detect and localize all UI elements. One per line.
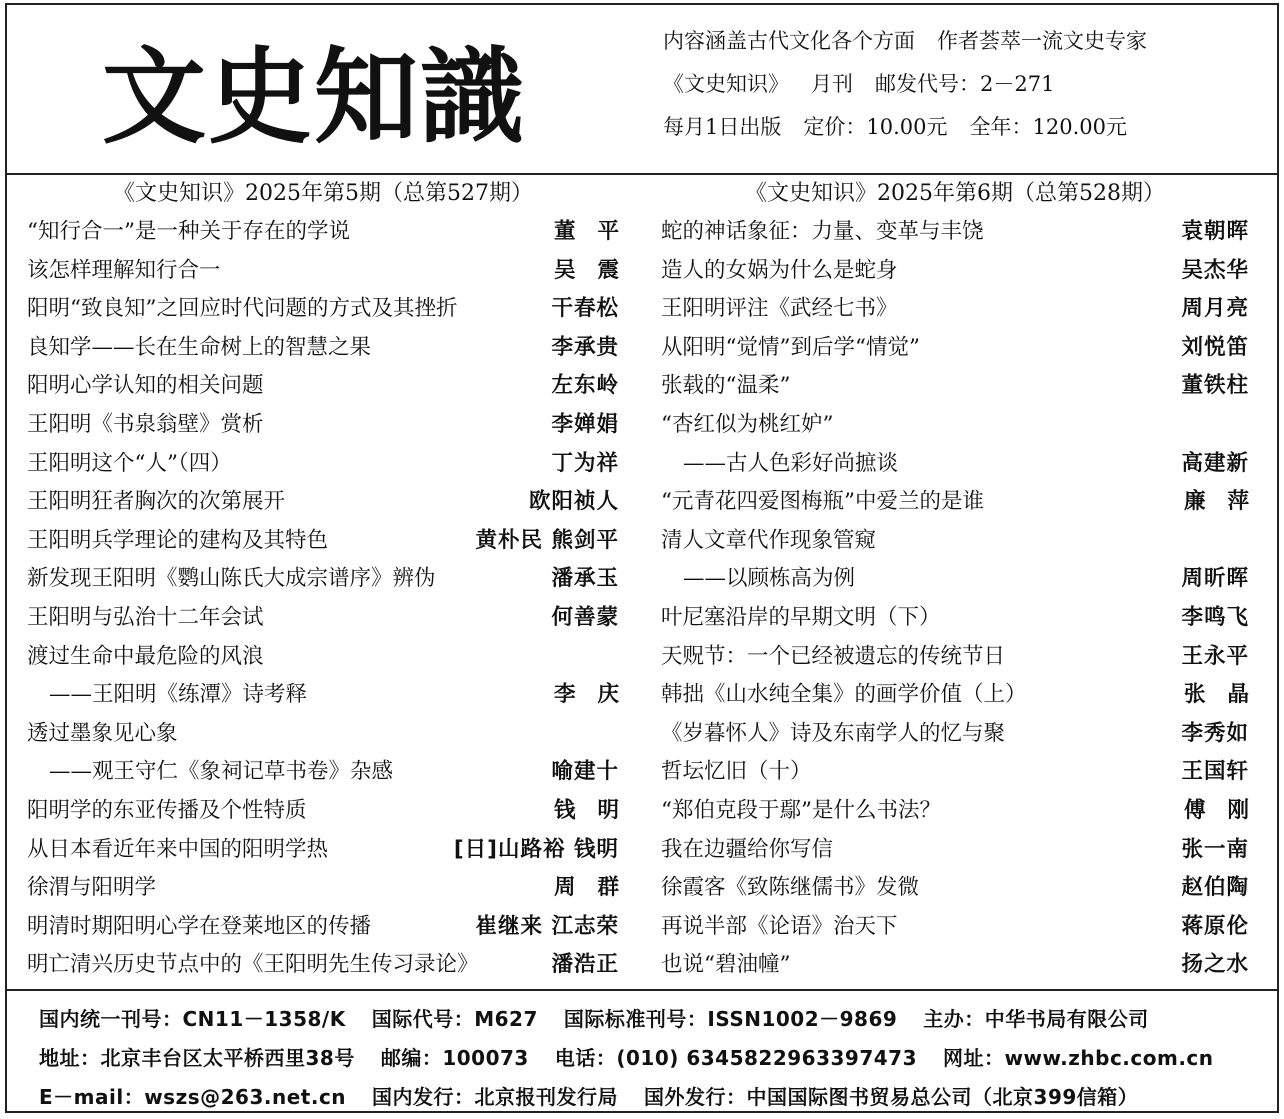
article-row <box>27 329 619 368</box>
article-author: [日]山路裕 钱明 <box>453 836 619 862</box>
article-author: 黄朴民 熊剑平 <box>475 527 619 553</box>
article-author: 潘承玉 <box>551 566 619 592</box>
article-row <box>661 329 1249 368</box>
footer-text: 地址：北京丰台区太平桥西里38号 <box>39 1046 355 1070</box>
footer-text: 国际标准刊号：ISSN1002－9869 <box>563 1007 898 1031</box>
article-author: 王永平 <box>1181 643 1249 669</box>
article-author: 欧阳祯人 <box>528 489 619 515</box>
article-author: 李秀如 <box>1181 720 1249 746</box>
article-row <box>27 831 619 870</box>
article-author: 周昕晖 <box>1181 566 1249 592</box>
article-author: 张一南 <box>1181 836 1249 862</box>
svg-text:文史知識: 文史知識 <box>102 35 522 158</box>
article-author: 高建新 <box>1181 450 1249 476</box>
article-title: 该怎样理解知行合一 <box>27 257 221 283</box>
article-title: 阳明心学认知的相关问题 <box>27 373 264 399</box>
article-author: 钱明 <box>553 797 641 823</box>
article-row <box>661 445 1249 484</box>
info-text: 《文史知识》 <box>663 72 789 96</box>
masthead <box>7 5 1277 175</box>
article-title: 王阳明与弘治十二年会试 <box>27 604 264 630</box>
article-title: 王阳明这个“人”（四） <box>27 450 232 476</box>
article-row <box>27 252 641 291</box>
article-author: 何善蒙 <box>551 604 619 630</box>
article-row <box>27 367 619 406</box>
info-text: 全年：120.00元 <box>969 115 1127 139</box>
article-author: 张晶 <box>1183 682 1271 708</box>
article-title: 再说半部《论语》治天下 <box>661 913 898 939</box>
article-row <box>661 908 1249 947</box>
article-author: 王国轩 <box>1181 759 1249 785</box>
article-row <box>27 483 619 522</box>
article-author: 吴杰华 <box>1181 257 1249 283</box>
article-title: 造人的女娲为什么是蛇身 <box>661 257 898 283</box>
article-row <box>27 946 619 985</box>
issue-6-column <box>661 175 1271 985</box>
footer-text: 国内统一刊号：CN11－1358/K <box>39 1007 346 1031</box>
article-row <box>661 715 1249 754</box>
article-title: 王阳明评注《武经七书》 <box>661 296 898 322</box>
article-author: 廉萍 <box>1183 489 1271 515</box>
calligraphy-logo-icon <box>102 25 522 165</box>
footer-line-3 <box>39 1081 1138 1110</box>
article-row <box>661 676 1271 715</box>
info-line-2 <box>663 72 1147 97</box>
article-title: ——古人色彩好尚摭谈 <box>683 450 899 476</box>
info-text: 月刊 <box>811 72 853 96</box>
issue-6-heading: 《文史知识》2025年第6期（总第528期） <box>745 181 1165 206</box>
article-title: ——观王守仁《象祠记草书卷》杂感 <box>49 759 394 785</box>
article-title: 明亡清兴历史节点中的《王阳明先生传习录论》 <box>27 952 479 978</box>
issue-5-heading: 《文史知识》2025年第5期（总第527期） <box>113 181 533 206</box>
article-title: 渡过生命中最危险的风浪 <box>27 643 264 669</box>
article-row <box>661 599 1249 638</box>
table-of-contents <box>7 175 1277 991</box>
article-title: 清人文章代作现象管窥 <box>661 527 877 553</box>
article-title: 透过墨象见心象 <box>27 720 178 746</box>
info-text: 邮发代号：2－271 <box>875 72 1055 96</box>
article-title: 新发现王阳明《鹦山陈氏大成宗谱序》辨伪 <box>27 566 436 592</box>
info-text: 每月1日出版 <box>663 115 782 139</box>
article-title: 叶尼塞沿岸的早期文明（下） <box>661 604 941 630</box>
article-row <box>661 753 1249 792</box>
article-row <box>27 290 619 329</box>
article-title: “知行合一”是一种关于存在的学说 <box>27 219 350 244</box>
article-author: 周月亮 <box>1181 296 1249 322</box>
article-row <box>661 946 1249 985</box>
article-author: 董平 <box>553 219 641 244</box>
article-author: 崔继来 江志荣 <box>475 913 619 939</box>
article-row <box>27 638 619 677</box>
info-line-3 <box>663 115 1147 140</box>
magazine-logo <box>102 25 522 165</box>
article-title: 我在边疆给你写信 <box>661 836 834 862</box>
article-title: 韩拙《山水纯全集》的画学价值（上） <box>661 682 1027 708</box>
article-row <box>27 445 619 484</box>
info-text: 内容涵盖古代文化各个方面 <box>663 29 915 53</box>
article-author: 李承贵 <box>551 334 619 360</box>
article-author: 李鸣飞 <box>1181 604 1249 630</box>
article-title: 从阳明“觉情”到后学“情觉” <box>661 334 920 360</box>
article-author: 刘悦笛 <box>1181 334 1249 360</box>
article-row <box>661 869 1249 908</box>
footer-text: 国内发行：北京报刊发行局 <box>372 1085 619 1109</box>
article-row <box>661 638 1249 677</box>
article-row <box>27 792 641 831</box>
catalog-page <box>5 3 1279 1113</box>
article-row <box>27 676 641 715</box>
article-author: 董铁柱 <box>1181 373 1249 399</box>
article-row <box>27 406 619 445</box>
article-title: ——以顾栋高为例 <box>683 566 856 592</box>
article-author: 干春松 <box>551 296 619 322</box>
article-author: 李庆 <box>553 682 641 708</box>
article-row <box>661 560 1249 599</box>
article-row <box>27 869 641 908</box>
article-title: 王阳明狂者胸次的次第展开 <box>27 489 286 515</box>
article-author: 左东岭 <box>551 373 619 399</box>
article-title: 明清时期阳明心学在登莱地区的传播 <box>27 913 372 939</box>
footer-text: 国际代号：M627 <box>371 1007 538 1031</box>
footer-text: E－mail：wszs@263.net.cn <box>39 1085 347 1109</box>
article-title: 从日本看近年来中国的阳明学热 <box>27 836 329 862</box>
article-row <box>661 213 1249 252</box>
footer-text: 国外发行：中国国际图书贸易总公司（北京399信箱） <box>644 1085 1139 1109</box>
footer-text: 主办：中华书局有限公司 <box>923 1007 1149 1031</box>
article-title: 《岁暮怀人》诗及东南学人的忆与聚 <box>661 720 1006 746</box>
article-row <box>661 792 1271 831</box>
article-author: 周群 <box>553 875 641 901</box>
article-author: 潘浩正 <box>551 952 619 978</box>
article-row <box>27 908 619 947</box>
article-title: 徐渭与阳明学 <box>27 875 157 901</box>
article-title: 蛇的神话象征：力量、变革与丰饶 <box>661 219 984 244</box>
info-line-1 <box>663 29 1147 54</box>
article-row <box>661 290 1249 329</box>
article-author: 丁为祥 <box>551 450 619 476</box>
article-row <box>27 522 619 561</box>
article-title: 张载的“温柔” <box>661 373 791 399</box>
article-title: 徐霞客《致陈继儒书》发微 <box>661 875 920 901</box>
article-title: “郑伯克段于鄢”是什么书法？ <box>661 797 941 823</box>
article-author: 吴震 <box>553 257 641 283</box>
article-author: 喻建十 <box>551 759 619 785</box>
article-title: “杏红似为桃红妒” <box>661 411 834 437</box>
footer-line-1 <box>39 1003 1149 1032</box>
masthead-info <box>663 29 1147 158</box>
article-row <box>661 831 1249 870</box>
footer-text: 电话：(010) 6345822963397473 <box>554 1046 917 1070</box>
issue-5-column <box>27 175 641 985</box>
article-row <box>661 522 1249 561</box>
article-author: 扬之水 <box>1181 952 1249 978</box>
article-row <box>661 483 1271 522</box>
footer-text: 邮编：100073 <box>380 1046 529 1070</box>
article-row <box>27 599 619 638</box>
article-title: 王阳明《书泉翁壁》赏析 <box>27 411 264 437</box>
footer-line-2 <box>39 1042 1214 1071</box>
article-row <box>661 252 1249 291</box>
article-title: 也说“碧油幢” <box>661 952 791 978</box>
article-author: 袁朝晖 <box>1181 219 1249 244</box>
article-title: 阳明“致良知”之回应时代问题的方式及其挫折 <box>27 296 458 322</box>
article-title: ——王阳明《练潭》诗考释 <box>49 682 308 708</box>
article-author: 傅刚 <box>1183 797 1271 823</box>
article-row <box>27 753 619 792</box>
article-title: 哲坛忆旧（十） <box>661 759 812 785</box>
article-title: 天贶节：一个已经被遗忘的传统节日 <box>661 643 1006 669</box>
article-author: 李婵娟 <box>551 411 619 437</box>
info-text: 定价：10.00元 <box>803 115 948 139</box>
article-author: 赵伯陶 <box>1181 875 1249 901</box>
article-title: “元青花四爱图梅瓶”中爱兰的是谁 <box>661 489 984 515</box>
article-row <box>661 367 1249 406</box>
article-row <box>27 715 619 754</box>
article-row <box>661 406 1249 445</box>
article-title: 王阳明兵学理论的建构及其特色 <box>27 527 329 553</box>
article-row <box>27 213 641 252</box>
info-text: 作者荟萃一流文史专家 <box>937 29 1147 53</box>
article-title: 良知学——长在生命树上的智慧之果 <box>27 334 372 360</box>
article-title: 阳明学的东亚传播及个性特质 <box>27 797 307 823</box>
article-author: 蒋原伦 <box>1181 913 1249 939</box>
article-row <box>27 560 619 599</box>
footer-text: 网址：www.zhbc.com.cn <box>943 1046 1214 1070</box>
